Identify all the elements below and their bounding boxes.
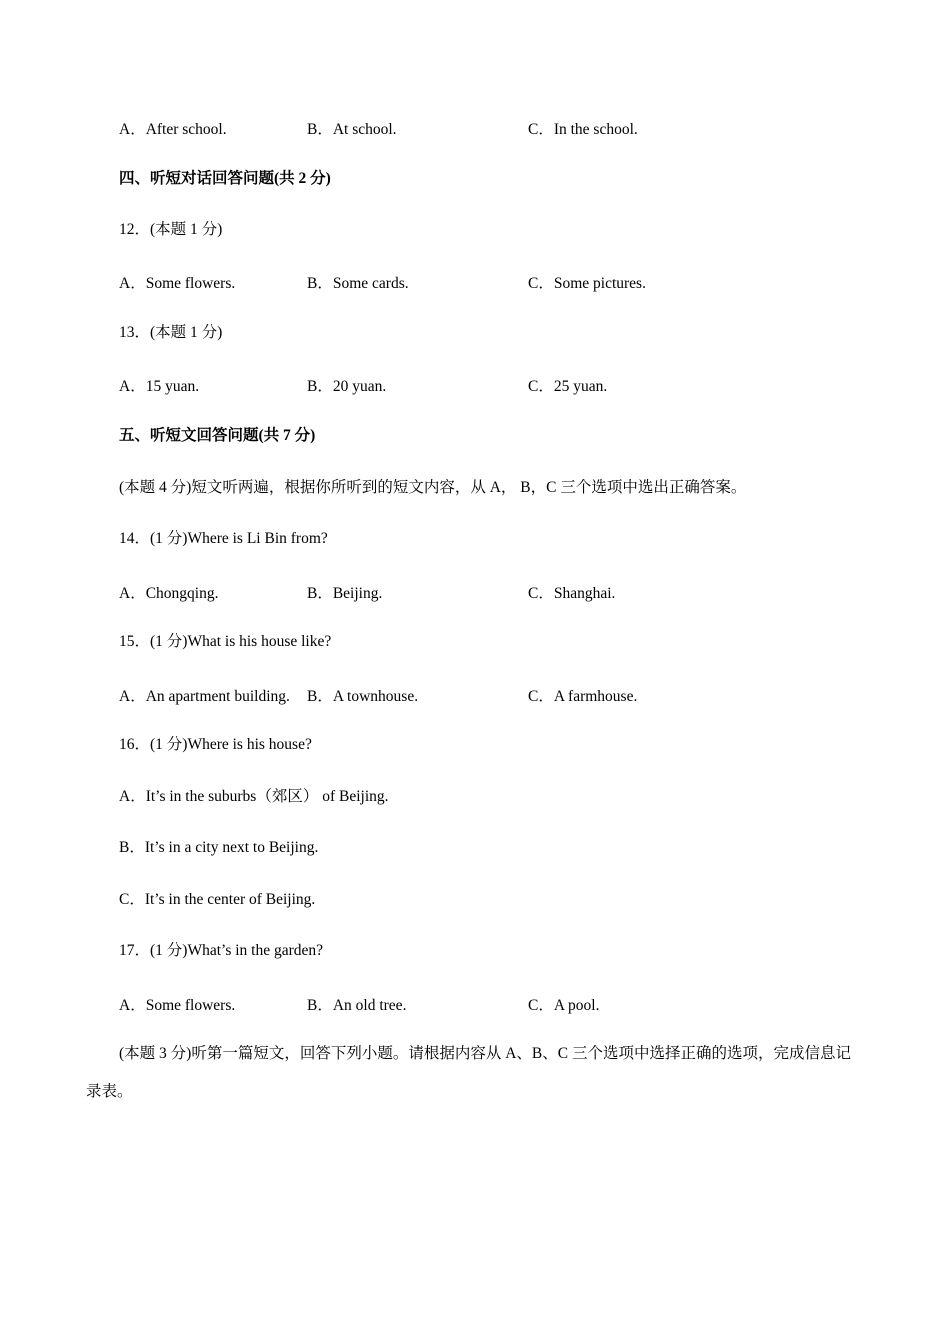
question-16-label: 16．(1 分)Where is his house? [119,736,312,753]
question-17-options [119,993,839,1013]
option-a[interactable]: A．After school. [119,121,227,138]
option-c[interactable]: C．In the school. [528,121,638,138]
question-13-label: 13．(本题 1 分) [119,324,223,341]
option-b[interactable]: B．An old tree. [307,997,407,1014]
option-b[interactable]: B．A townhouse. [307,688,419,705]
question-17-label: 17．(1 分)What’s in the garden? [119,942,324,959]
prev-question-options [119,117,839,137]
option-c[interactable]: C．Shanghai. [528,585,616,602]
question-16-option-b[interactable]: B．It’s in a city next to Beijing. [119,839,319,856]
option-c[interactable]: C．Some pictures. [528,275,646,292]
option-a[interactable]: A．Some flowers. [119,275,236,292]
option-c[interactable]: C．A pool. [528,997,600,1014]
question-16-option-a[interactable]: A．It’s in the suburbs（郊区） of Beijing. [119,788,389,805]
option-c[interactable]: C．25 yuan. [528,378,608,395]
section-5-heading: 五、听短文回答问题(共 7 分) [119,427,316,444]
final-section-instruction [86,1035,866,1111]
question-14-options [119,581,839,601]
option-a[interactable]: A．Chongqing. [119,585,219,602]
question-13-options [119,374,839,394]
option-a[interactable]: A．Some flowers. [119,997,236,1014]
final-instruction-text: (本题 3 分)听第一篇短文，回答下列小题。请根据内容从 A、B、C 三个选项中选择正确的选项，完成信息记录表。 [86,1045,851,1100]
question-16-option-c[interactable]: C．It’s in the center of Beijing. [119,891,316,908]
question-14-label: 14．(1 分)Where is Li Bin from? [119,530,328,547]
question-12-label: 12．(本题 1 分) [119,221,223,238]
option-b[interactable]: B．20 yuan. [307,378,387,395]
option-b[interactable]: B．At school. [307,121,397,138]
question-12-options [119,271,839,291]
option-a[interactable]: A．An apartment building. [119,688,290,705]
section-4-heading: 四、听短对话回答问题(共 2 分) [119,170,331,187]
question-15-options [119,684,839,704]
option-b[interactable]: B．Some cards. [307,275,409,292]
option-a[interactable]: A．15 yuan. [119,378,200,395]
option-c[interactable]: C．A farmhouse. [528,688,638,705]
question-15-label: 15．(1 分)What is his house like? [119,633,332,650]
option-b[interactable]: B．Beijing. [307,585,383,602]
section-5-instruction: (本题 4 分)短文听两遍，根据你所听到的短文内容，从 A， B，C 三个选项中选出正确答案。 [119,479,747,496]
